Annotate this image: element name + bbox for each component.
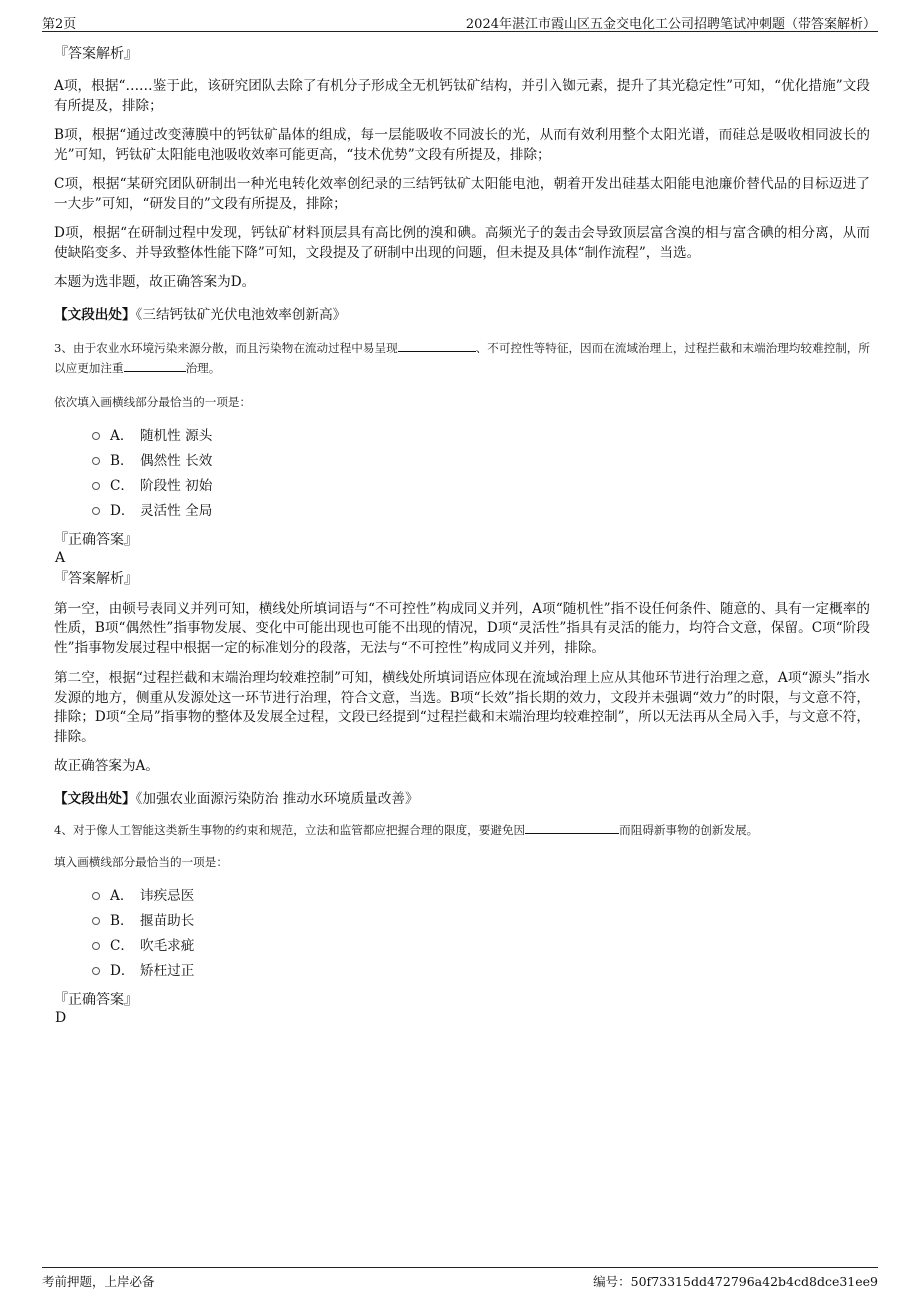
fill-blank bbox=[525, 820, 619, 834]
analysis-option-c: C项，根据“某研究团队研制出一种光电转化效率创纪录的三结钙钛矿太阳能电池，朝着开发出硅基太阳能电池廉价替代品的目标迈进了一大步”可知，“研发目的”文段有所提及，排除； bbox=[54, 176, 870, 212]
correct-answer: A bbox=[55, 549, 66, 566]
analysis-option-a: A项，根据“……鉴于此，该研究团队去除了有机分子形成全无机钙钛矿结构，并引入铷元素，提升了其光稳定性”可知，“优化措施”文段有所提及，排除； bbox=[54, 78, 870, 114]
question-4-options bbox=[92, 884, 870, 984]
question-4-stem-part2: 而阻碍新事物的创新发展。 bbox=[619, 822, 759, 837]
analysis-option-d: D项，根据“在研制过程中发现，钙钛矿材料顶层具有高比例的溴和碘。高频光子的轰击会导致顶层富含溴的相与富含碘的相分离，从而使缺陷变多、并导致整体性能下降”可知，文段提及了研制中出现的问题，但未提及具体“制作流程”，当选。 bbox=[54, 225, 870, 261]
correct-answer-label: 『正确答案』 bbox=[54, 991, 138, 1008]
analysis-blank-1: 第一空，由顿号表同义并列可知，横线处所填词语与“不可控性”构成同义并列，A项“随机性”指不设任何条件、随意的、具有一定概率的性质，B项“偶然性”指事物发展、变化中可能出现也可能不出现的情况，D项“灵活性”指具有灵活的能力，均符合文意，保留。C项“阶段性”指事物发展过程中根据一定的标准划分的段落，无法与“不可控性”构成同义并列，排除。 bbox=[54, 600, 870, 656]
correct-answer-label: 『正确答案』 bbox=[54, 531, 138, 548]
source-label: 【文段出处】 bbox=[54, 790, 136, 807]
footer-slogan: 考前押题，上岸必备 bbox=[42, 1274, 155, 1289]
document-id: 编号：50f73315dd472796a42b4cd8dce31ee9 bbox=[593, 1274, 878, 1289]
source-label: 【文段出处】 bbox=[54, 306, 136, 323]
option-d[interactable]: D． 灵活性 全局 bbox=[92, 499, 870, 524]
question-3-options bbox=[92, 424, 870, 524]
page-footer bbox=[42, 1267, 878, 1289]
option-a[interactable]: A． 讳疾忌医 bbox=[92, 884, 870, 909]
radio-icon[interactable] bbox=[92, 892, 100, 900]
option-b[interactable]: B． 揠苗助长 bbox=[92, 909, 870, 934]
fill-blank bbox=[398, 338, 476, 352]
radio-icon[interactable] bbox=[92, 942, 100, 950]
radio-icon[interactable] bbox=[92, 917, 100, 925]
analysis-conclusion: 本题为选非题，故正确答案为D。 bbox=[54, 274, 256, 290]
radio-icon[interactable] bbox=[92, 432, 100, 440]
question-3-instruction: 依次填入画横线部分最恰当的一项是： bbox=[54, 394, 252, 409]
question-3-stem-part3: 治理。 bbox=[185, 360, 221, 375]
answer-analysis-label: 『答案解析』 bbox=[54, 46, 138, 62]
option-b[interactable]: B． 偶然性 长效 bbox=[92, 449, 870, 474]
correct-answer: D bbox=[55, 1009, 67, 1026]
option-a[interactable]: A． 随机性 源头 bbox=[92, 424, 870, 449]
radio-icon[interactable] bbox=[92, 457, 100, 465]
question-3-stem-part1: 3、由于农业水环境污染来源分散，而且污染物在流动过程中易呈现 bbox=[54, 340, 398, 355]
question-3-stem-part2: 、不可控性等特征，因而在流域治理上，过程拦截和末端治理均较难控制，所以应更加注重 bbox=[54, 340, 870, 375]
page-content bbox=[54, 44, 870, 1027]
source-citation bbox=[54, 789, 870, 809]
analysis-option-b: B项，根据“通过改变薄膜中的钙钛矿晶体的组成，每一层能吸收不同波长的光，从而有效利用整个太阳光谱，而硅总是吸收相同波长的光”可知，钙钛矿太阳能电池吸收效率可能更高，“技术优势”文段有所提及，排除； bbox=[54, 127, 870, 163]
question-4-stem bbox=[54, 820, 870, 840]
question-3-stem bbox=[54, 338, 870, 378]
answer-analysis-label: 『答案解析』 bbox=[54, 570, 138, 587]
analysis-blank-2: 第二空，根据“过程拦截和末端治理均较难控制”可知，横线处所填词语应体现在流域治理上应从其他环节进行治理之意，A项“源头”指水发源的地方，侧重从发源处这一环节进行治理，符合文意，当选。B项“长效”指长期的效力，文段并未强调“效力”的时限，与文意不符，排除；D项“全局”指事物的整体及发展全过程，文段已经提到“过程拦截和末端治理均较难控制”，所以无法再从全局入手，与文意不符，排除。 bbox=[54, 670, 870, 745]
option-c[interactable]: C． 吹毛求疵 bbox=[92, 934, 870, 959]
source-title: 《加强农业面源污染防治 推动水环境质量改善》 bbox=[135, 790, 419, 807]
page-number: 第2页 bbox=[42, 17, 77, 32]
radio-icon[interactable] bbox=[92, 967, 100, 975]
page-header bbox=[42, 11, 878, 32]
option-c[interactable]: C． 阶段性 初始 bbox=[92, 474, 870, 499]
radio-icon[interactable] bbox=[92, 482, 100, 490]
source-citation bbox=[54, 305, 870, 325]
question-4-instruction: 填入画横线部分最恰当的一项是： bbox=[54, 854, 228, 869]
fill-blank bbox=[124, 358, 186, 372]
question-4-stem-part1: 4、对于像人工智能这类新生事物的约束和规范，立法和监管都应把握合理的限度，要避免因 bbox=[54, 822, 526, 837]
analysis-conclusion: 故正确答案为A。 bbox=[54, 758, 159, 774]
radio-icon[interactable] bbox=[92, 507, 100, 515]
source-title: 《三结钙钛矿光伏电池效率创新高》 bbox=[135, 306, 347, 323]
document-title: 2024年湛江市霞山区五金交电化工公司招聘笔试冲刺题（带答案解析） bbox=[465, 17, 876, 32]
option-d[interactable]: D． 矫枉过正 bbox=[92, 959, 870, 984]
